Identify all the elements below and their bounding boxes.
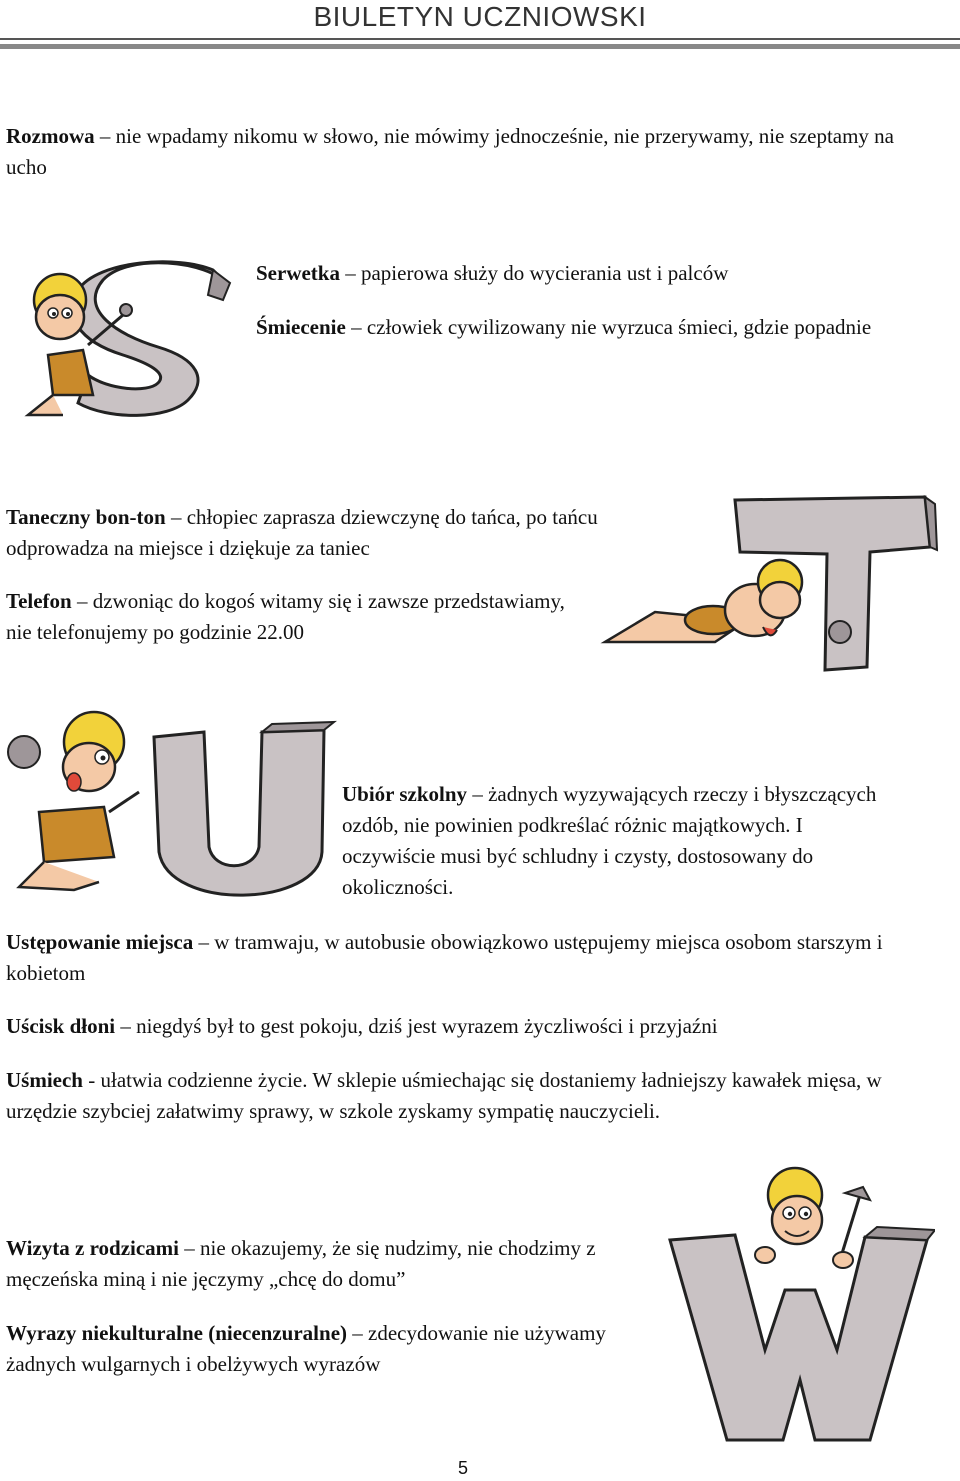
caveman-legs <box>19 862 99 890</box>
entry-term: Uśmiech <box>6 1068 83 1092</box>
letter-u-label: U <box>234 802 235 803</box>
entry-term: Telefon <box>6 589 72 613</box>
header-rule <box>0 38 960 40</box>
caveman-pupil <box>804 1212 808 1216</box>
caveman-hand <box>755 1247 775 1263</box>
header-rule-thick <box>0 44 960 49</box>
entry-text: – dzwoniąc do kogoś witamy się i zawsze przedstawiamy, nie telefonujemy po godzinie 22.00 <box>6 589 565 644</box>
chisel-tool <box>109 792 139 812</box>
caveman-letter-u-illustration <box>4 682 339 907</box>
stone-hammer <box>8 736 40 768</box>
caveman-fur-tunic <box>39 807 114 862</box>
entry-uscisk-dloni <box>6 1011 936 1042</box>
caveman-letter-w-illustration <box>665 1165 935 1450</box>
chisel-head <box>120 304 132 316</box>
caveman-pupil <box>66 312 70 316</box>
entry-term: Rozmowa <box>6 124 95 148</box>
entry-text: – żadnych wyzywających rzeczy i błyszczących ozdób, nie powinien podkreślać różnic majątkowych. I oczywiście musi być schludny i czysty, dostosowany do okoliczności. <box>342 782 877 899</box>
entry-serwetka <box>256 258 896 289</box>
entry-text: – człowiek cywilizowany nie wyrzuca śmieci, gdzie popadnie <box>345 315 872 339</box>
stone-letter-u <box>154 730 324 895</box>
entry-ubior-szkolny <box>342 779 882 903</box>
entry-term: Wizyta z rodzicami <box>6 1236 180 1260</box>
pickaxe-handle <box>840 1195 860 1260</box>
stone-letter-w <box>670 1235 927 1440</box>
stone-letter-u-shade <box>262 722 334 732</box>
entry-text: – zdecydowanie nie używamy żadnych wulgarnych i obelżywych wyrazów <box>6 1321 606 1376</box>
entry-rozmowa <box>6 121 926 183</box>
entry-term: Wyrazy niekulturalne (niecenzuralne) <box>6 1321 348 1345</box>
stone-letter-s-shade <box>208 270 230 300</box>
entry-text: – nie okazujemy, że się nudzimy, nie chodzimy z męczeńska miną i nie jęczymy „chcę do domu” <box>6 1236 596 1291</box>
entry-wizyta-z-rodzicami <box>6 1233 646 1295</box>
caveman-letter-s-illustration <box>8 255 248 430</box>
caveman-face <box>36 295 84 339</box>
caveman-mouth <box>67 773 81 791</box>
entry-term: Serwetka <box>256 261 340 285</box>
caveman-fur-tunic <box>48 350 93 395</box>
entry-ustepowanie-miejsca <box>6 927 936 989</box>
entry-term: Śmiecenie <box>256 315 346 339</box>
entry-term: Taneczny bon-ton <box>6 505 166 529</box>
entry-text: – niegdyś był to gest pokoju, dziś jest wyrazem życzliwości i przyjaźni <box>115 1014 718 1038</box>
entry-text: – nie wpadamy nikomu w słowo, nie mówimy jednocześnie, nie przerywamy, nie szeptamy na ucho <box>6 124 894 179</box>
entry-taneczny-bon-ton <box>6 502 626 564</box>
entry-text: – w tramwaju, w autobusie obowiązkowo ustępujemy miejsca osobom starszym i kobietom <box>6 930 883 985</box>
page-title: BIULETYN UCZNIOWSKI <box>313 1 647 32</box>
stone-tool <box>829 621 851 643</box>
caveman-hand <box>833 1252 853 1268</box>
entry-wyrazy-niekulturalne <box>6 1318 646 1380</box>
page-number: 5 <box>457 1458 468 1478</box>
caveman-pupil <box>788 1212 792 1216</box>
entry-term: Ubiór szkolny <box>342 782 468 806</box>
entry-term: Ustępowanie miejsca <box>6 930 194 954</box>
caveman-leg <box>28 395 63 415</box>
entry-smiecenie <box>256 312 896 343</box>
entry-telefon <box>6 586 566 648</box>
caveman-face <box>760 582 800 618</box>
caveman-pupil <box>52 312 56 316</box>
stone-letter-w-shade <box>865 1227 935 1240</box>
entry-text: – chłopiec zaprasza dziewczynę do tańca, po tańcu odprowadza na miejsce i dziękuje za taniec <box>6 505 598 560</box>
caveman-letter-t-illustration <box>595 492 940 677</box>
entry-text: - ułatwia codzienne życie. W sklepie uśmiechając się dostaniemy ładniejszy kawałek mięsa, w urzędzie szybciej załatwimy sprawy, w szkole zyskamy sympatię nauczycieli. <box>6 1068 882 1123</box>
entry-usmiech <box>6 1065 886 1127</box>
caveman-pupil <box>101 756 106 761</box>
entry-text: – papierowa służy do wycierania ust i palców <box>339 261 729 285</box>
entry-term: Uścisk dłoni <box>6 1014 116 1038</box>
